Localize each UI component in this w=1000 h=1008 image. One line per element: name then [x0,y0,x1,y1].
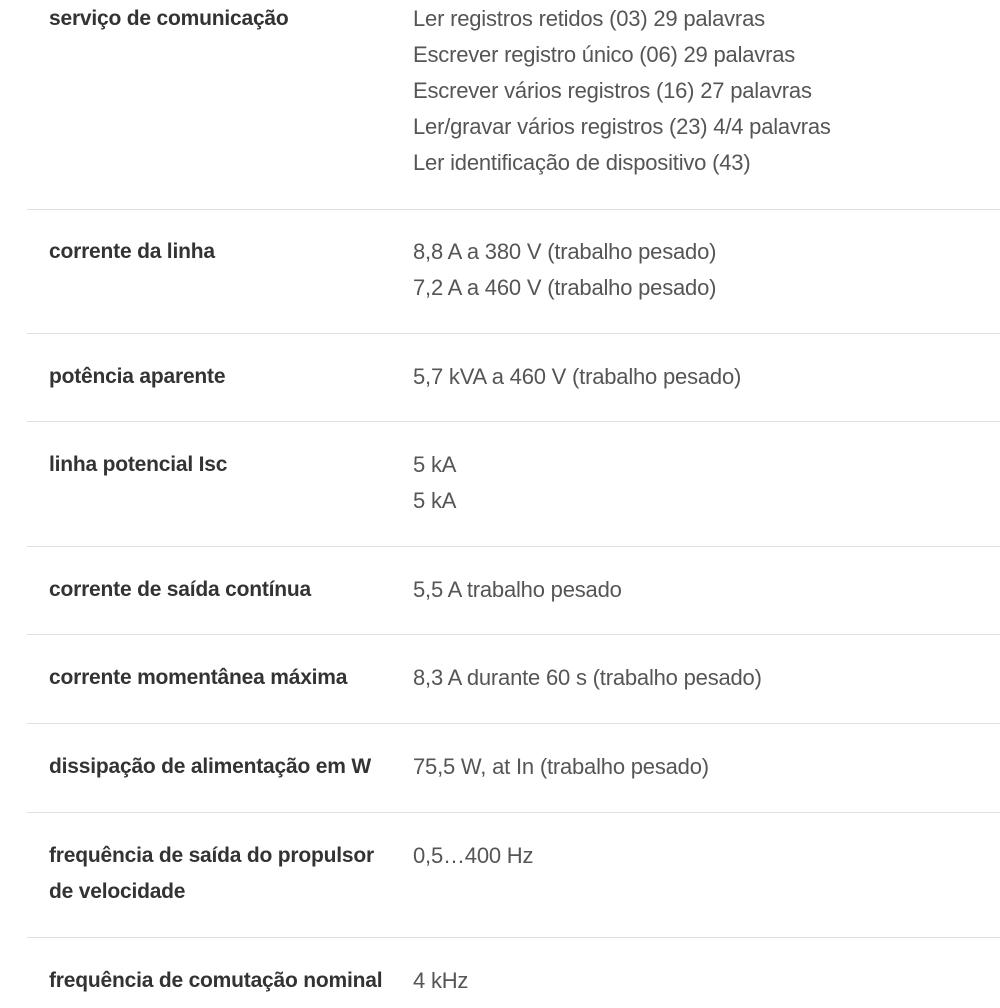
spec-label [27,749,413,812]
spec-value: 4 kHz [413,968,469,993]
spec-label-text: corrente da linha [49,240,215,263]
spec-label-text: frequência de comutação nominal [49,969,383,992]
spec-values [413,447,1000,546]
spec-row-linha-potencial-isc [27,422,1000,547]
spec-value: 5 kA [413,488,457,513]
spec-row-corrente-linha [27,210,1000,334]
spec-label-text: corrente momentânea máxima [49,666,348,689]
spec-row-frequencia-saida [27,813,1000,938]
spec-value: 5,7 kVA a 460 V (trabalho pesado) [413,364,742,389]
spec-value: 5,5 A trabalho pesado [413,577,622,602]
spec-values [413,963,1000,1008]
spec-label-text: corrente de saída contínua [49,578,312,601]
spec-label-text: frequência de saída do propulsor [49,844,374,867]
spec-value: Ler identificação de dispositivo (43) [413,150,751,175]
spec-label-text: dissipação de alimentação em W [49,755,371,778]
spec-value: Escrever vários registros (16) 27 palavras [413,78,812,103]
spec-values [413,838,1000,937]
spec-row-servico-comunicacao [27,0,1000,210]
spec-label [27,963,413,1008]
spec-label [27,572,413,634]
spec-label [27,1,413,209]
spec-value: Ler registros retidos (03) 29 palavras [413,6,765,31]
spec-values [413,1,1000,209]
spec-value: 75,5 W, at In (trabalho pesado) [413,754,709,779]
spec-label [27,838,413,937]
spec-label [27,234,413,333]
spec-values [413,660,1000,723]
spec-values [413,234,1000,333]
spec-row-potencia-aparente [27,334,1000,422]
spec-values [413,359,1000,421]
spec-row-corrente-momentanea-maxima [27,635,1000,724]
spec-value: 8,8 A a 380 V (trabalho pesado) [413,239,717,264]
spec-label-text: serviço de comunicação [49,7,289,30]
spec-value: 5 kA [413,452,457,477]
spec-row-corrente-saida-continua [27,547,1000,635]
spec-values [413,572,1000,634]
spec-value: 0,5…400 Hz [413,843,534,868]
spec-value: 8,3 A durante 60 s (trabalho pesado) [413,665,762,690]
spec-values [413,749,1000,812]
spec-value: Ler/gravar vários registros (23) 4/4 palavras [413,114,831,139]
spec-label-text: de velocidade [49,880,186,903]
spec-label [27,447,413,546]
spec-label [27,660,413,723]
spec-row-frequencia-comutacao [27,938,1000,1008]
spec-label-text: linha potencial Isc [49,453,228,476]
spec-value: 7,2 A a 460 V (trabalho pesado) [413,275,717,300]
spec-label [27,359,413,421]
spec-row-dissipacao-alimentacao [27,724,1000,813]
spec-value: Escrever registro único (06) 29 palavras [413,42,796,67]
spec-table [27,0,1000,1008]
spec-label-text: potência aparente [49,365,226,388]
